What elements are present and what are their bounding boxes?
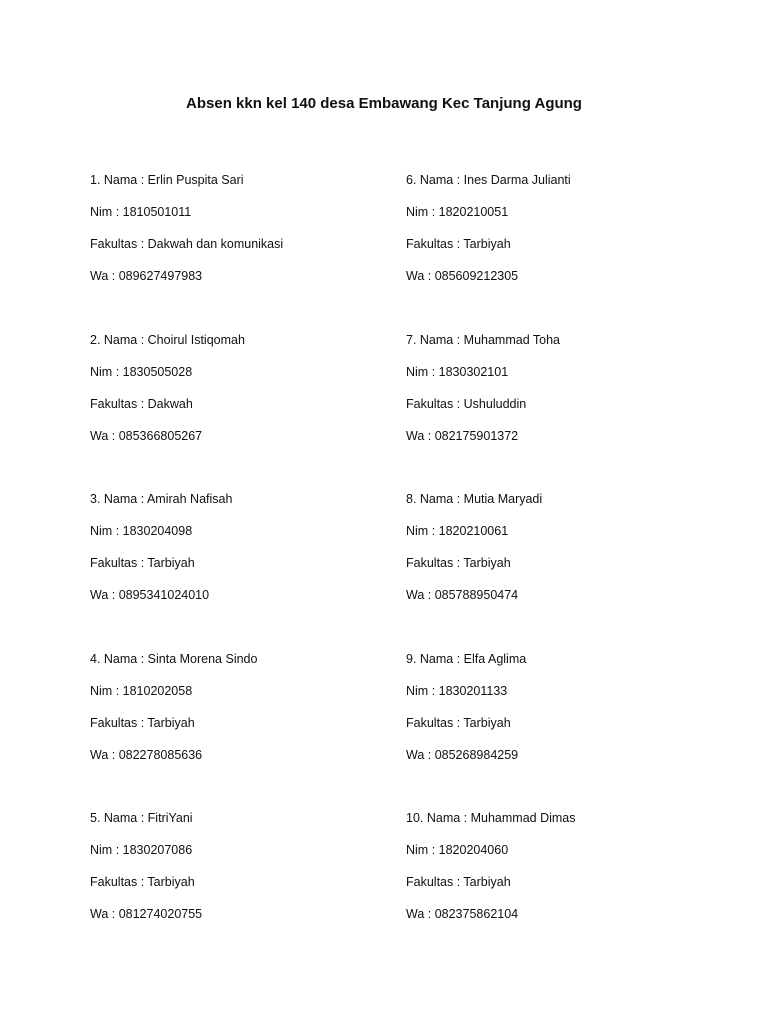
member-name: 10. Nama : Muhammad Dimas [406,811,576,825]
member-wa: Wa : 082278085636 [90,747,203,762]
member-wa: Wa : 082375862104 [406,907,519,921]
member-name: 9. Nama : Elfa Aglima [406,651,527,666]
member-wa: Wa : 0895341024010 [90,588,210,602]
member-entry [406,170,706,330]
member-fakultas: Fakultas : Tarbiyah [406,237,511,251]
member-entry [406,649,706,809]
member-wa: Wa : 089627497983 [90,269,203,283]
member-fakultas: Fakultas : Tarbiyah [90,715,195,730]
member-wa: Wa : 085366805267 [90,428,203,443]
member-entry [90,170,390,330]
member-entry [90,489,390,649]
document-title: Absen kkn kel 140 desa Embawang Kec Tanjung Agung [186,95,582,112]
member-name: 3. Nama : Amirah Nafisah [90,492,233,506]
member-nim: Nim : 1820210061 [406,524,509,538]
member-name: 4. Nama : Sinta Morena Sindo [90,651,258,666]
member-name: 7. Nama : Muhammad Toha [406,332,561,347]
member-name: 2. Nama : Choirul Istiqomah [90,332,245,347]
member-entry [406,330,706,490]
member-nim: Nim : 1820204060 [406,843,509,857]
member-fakultas: Fakultas : Tarbiyah [90,875,195,889]
member-fakultas: Fakultas : Dakwah [90,396,193,411]
member-nim: Nim : 1830505028 [90,364,193,379]
member-nim: Nim : 1830302101 [406,364,509,379]
member-entry [406,489,706,649]
member-fakultas: Fakultas : Tarbiyah [90,556,195,570]
left-column [90,170,390,968]
member-entry [90,649,390,809]
member-entry [90,330,390,490]
member-fakultas: Fakultas : Dakwah dan komunikasi [90,237,284,251]
member-nim: Nim : 1820210051 [406,205,509,219]
member-nim: Nim : 1810202058 [90,683,193,698]
member-nim: Nim : 1830207086 [90,843,193,857]
member-wa: Wa : 081274020755 [90,907,203,921]
member-nim: Nim : 1810501011 [90,205,192,219]
member-nim: Nim : 1830201133 [406,683,508,698]
right-column [406,170,706,968]
member-name: 1. Nama : Erlin Puspita Sari [90,173,244,187]
member-name: 6. Nama : Ines Darma Julianti [406,173,571,187]
member-fakultas: Fakultas : Ushuluddin [406,396,527,411]
member-wa: Wa : 085609212305 [406,269,519,283]
member-entry [90,808,390,968]
member-fakultas: Fakultas : Tarbiyah [406,715,511,730]
member-name: 8. Nama : Mutia Maryadi [406,492,543,506]
member-wa: Wa : 082175901372 [406,428,519,443]
member-entry [406,808,706,968]
member-fakultas: Fakultas : Tarbiyah [406,875,511,889]
member-fakultas: Fakultas : Tarbiyah [406,556,511,570]
member-name: 5. Nama : FitriYani [90,811,193,825]
member-wa: Wa : 085788950474 [406,588,519,602]
member-wa: Wa : 085268984259 [406,747,519,762]
member-nim: Nim : 1830204098 [90,524,193,538]
